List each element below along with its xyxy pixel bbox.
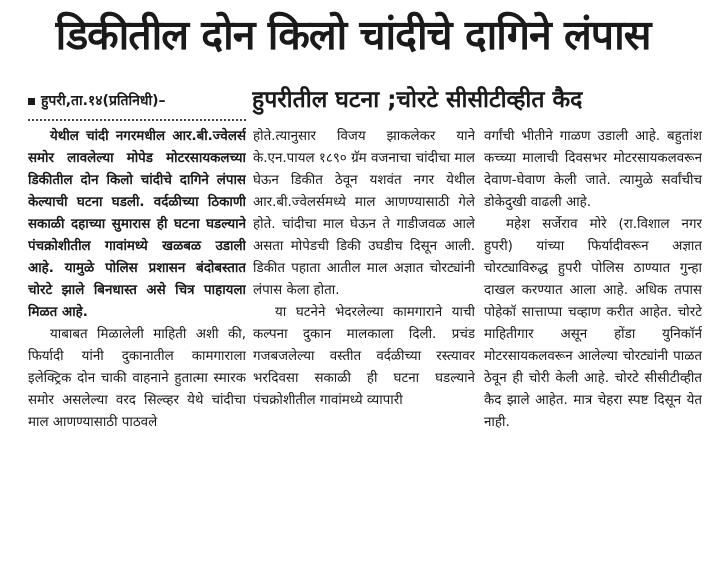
article-column-2 bbox=[253, 126, 475, 566]
headline: डिकीतील दोन किलो चांदीचे दागिने लंपास bbox=[55, 11, 651, 59]
column3-paragraph-2: महेश सर्जेराव मोरे (रा.विशाल नगर हुपरी) यांच्या फिर्यादीवरून अज्ञात चोरट्याविरुद्ध हुपरी पोलिस ठाण्यात गुन्हा दाखल करण्यात आला आहे. अधिक तपास पोहेकॉ सात्ताप्पा चव्हाण करीत आहेत. चोरटे माहितीगार असून होंडा युनिकॉर्न मोटरसायकलवरून आलेल्या चोरट्यांनी पाळत ठेवून ही चोरी केली आहे. चोरटे सीसीटीव्हीत कैद झाले आहेत. मात्र चेहरा स्पष्ट दिसून येत नाही. bbox=[484, 217, 702, 430]
column2-paragraph-2: या घटनेने भेदरलेल्या कामगाराने याची कल्पना दुकान मालकाला दिली. प्रचंड गजबजलेल्या वस्तीत वर्दळीच्या रस्त्यावर भरदिवसा सकाळी ही घटना घडल्याने पंचक्रोशीतील गावांमध्ये व्यापारी bbox=[253, 305, 475, 408]
article-column-3 bbox=[484, 126, 702, 566]
dotted-divider bbox=[28, 119, 246, 121]
column2-paragraph-1: होते.त्यानुसार विजय झाकलेकर याने के.एन.पायल १८९० ग्रॅम वजनाचा चांदीचा माल घेऊन डिकीत ठेवून यशवंत नगर येथील आर.बी.ज्वेलर्समध्ये माल आणण्यासाठी गेले होते. चांदीचा माल घेऊन ते गाडीजवळ आले असता मोपेडची डिकी उघडीच दिसून आली. डिकीत पहाता आतील माल अज्ञात चोरट्यांनी लंपास केला होता. bbox=[253, 129, 475, 298]
lead-paragraph: येथील चांदी नगरमधील आर.बी.ज्वेलर्स समोर लावलेल्या मोपेड मोटरसायकलच्या डिकीतील दोन किलो चांदीचे दागिने लंपास केल्याची घटना घडली. वर्दळीच्या ठिकाणी सकाळी दहाच्या सुमारास ही घटना घडल्याने पंचक्रोशीतील गावांमध्ये खळबळ उडाली आहे. यामुळे पोलिस प्रशासन बंदोबस्तात चोरटे झाले बिनधास्त असे चित्र पाहायला मिळत आहे. bbox=[28, 129, 246, 320]
bullet-square-icon bbox=[28, 98, 35, 105]
dateline-text: हुपरी,ता.१४(प्रतिनिधी)– bbox=[41, 93, 166, 109]
subheadline: हुपरीतील घटना ;चोरटे सीसीटीव्हीत कैद bbox=[252, 87, 583, 113]
article-column-1 bbox=[28, 126, 246, 566]
column1-paragraph-2: याबाबत मिळालेली माहिती अशी की, फिर्यादी यांनी दुकानातील कामगाराला इलेक्ट्रिक दोन चाकी वाहनाने हुतात्मा स्मारक समोर असलेल्या वरद सिल्व्हर येथे चांदीचा माल आणण्यासाठी पाठवले bbox=[28, 327, 246, 430]
dateline bbox=[28, 92, 248, 110]
column3-paragraph-1: वर्गांची भीतीने गाळण उडाली आहे. बहुतांश कच्च्या मालाची दिवसभर मोटरसायकलवरून देवाण-घेवाण केली जाते. त्यामुळे सर्वांचीच डोकेदुखी वाढली आहे. bbox=[484, 129, 702, 210]
